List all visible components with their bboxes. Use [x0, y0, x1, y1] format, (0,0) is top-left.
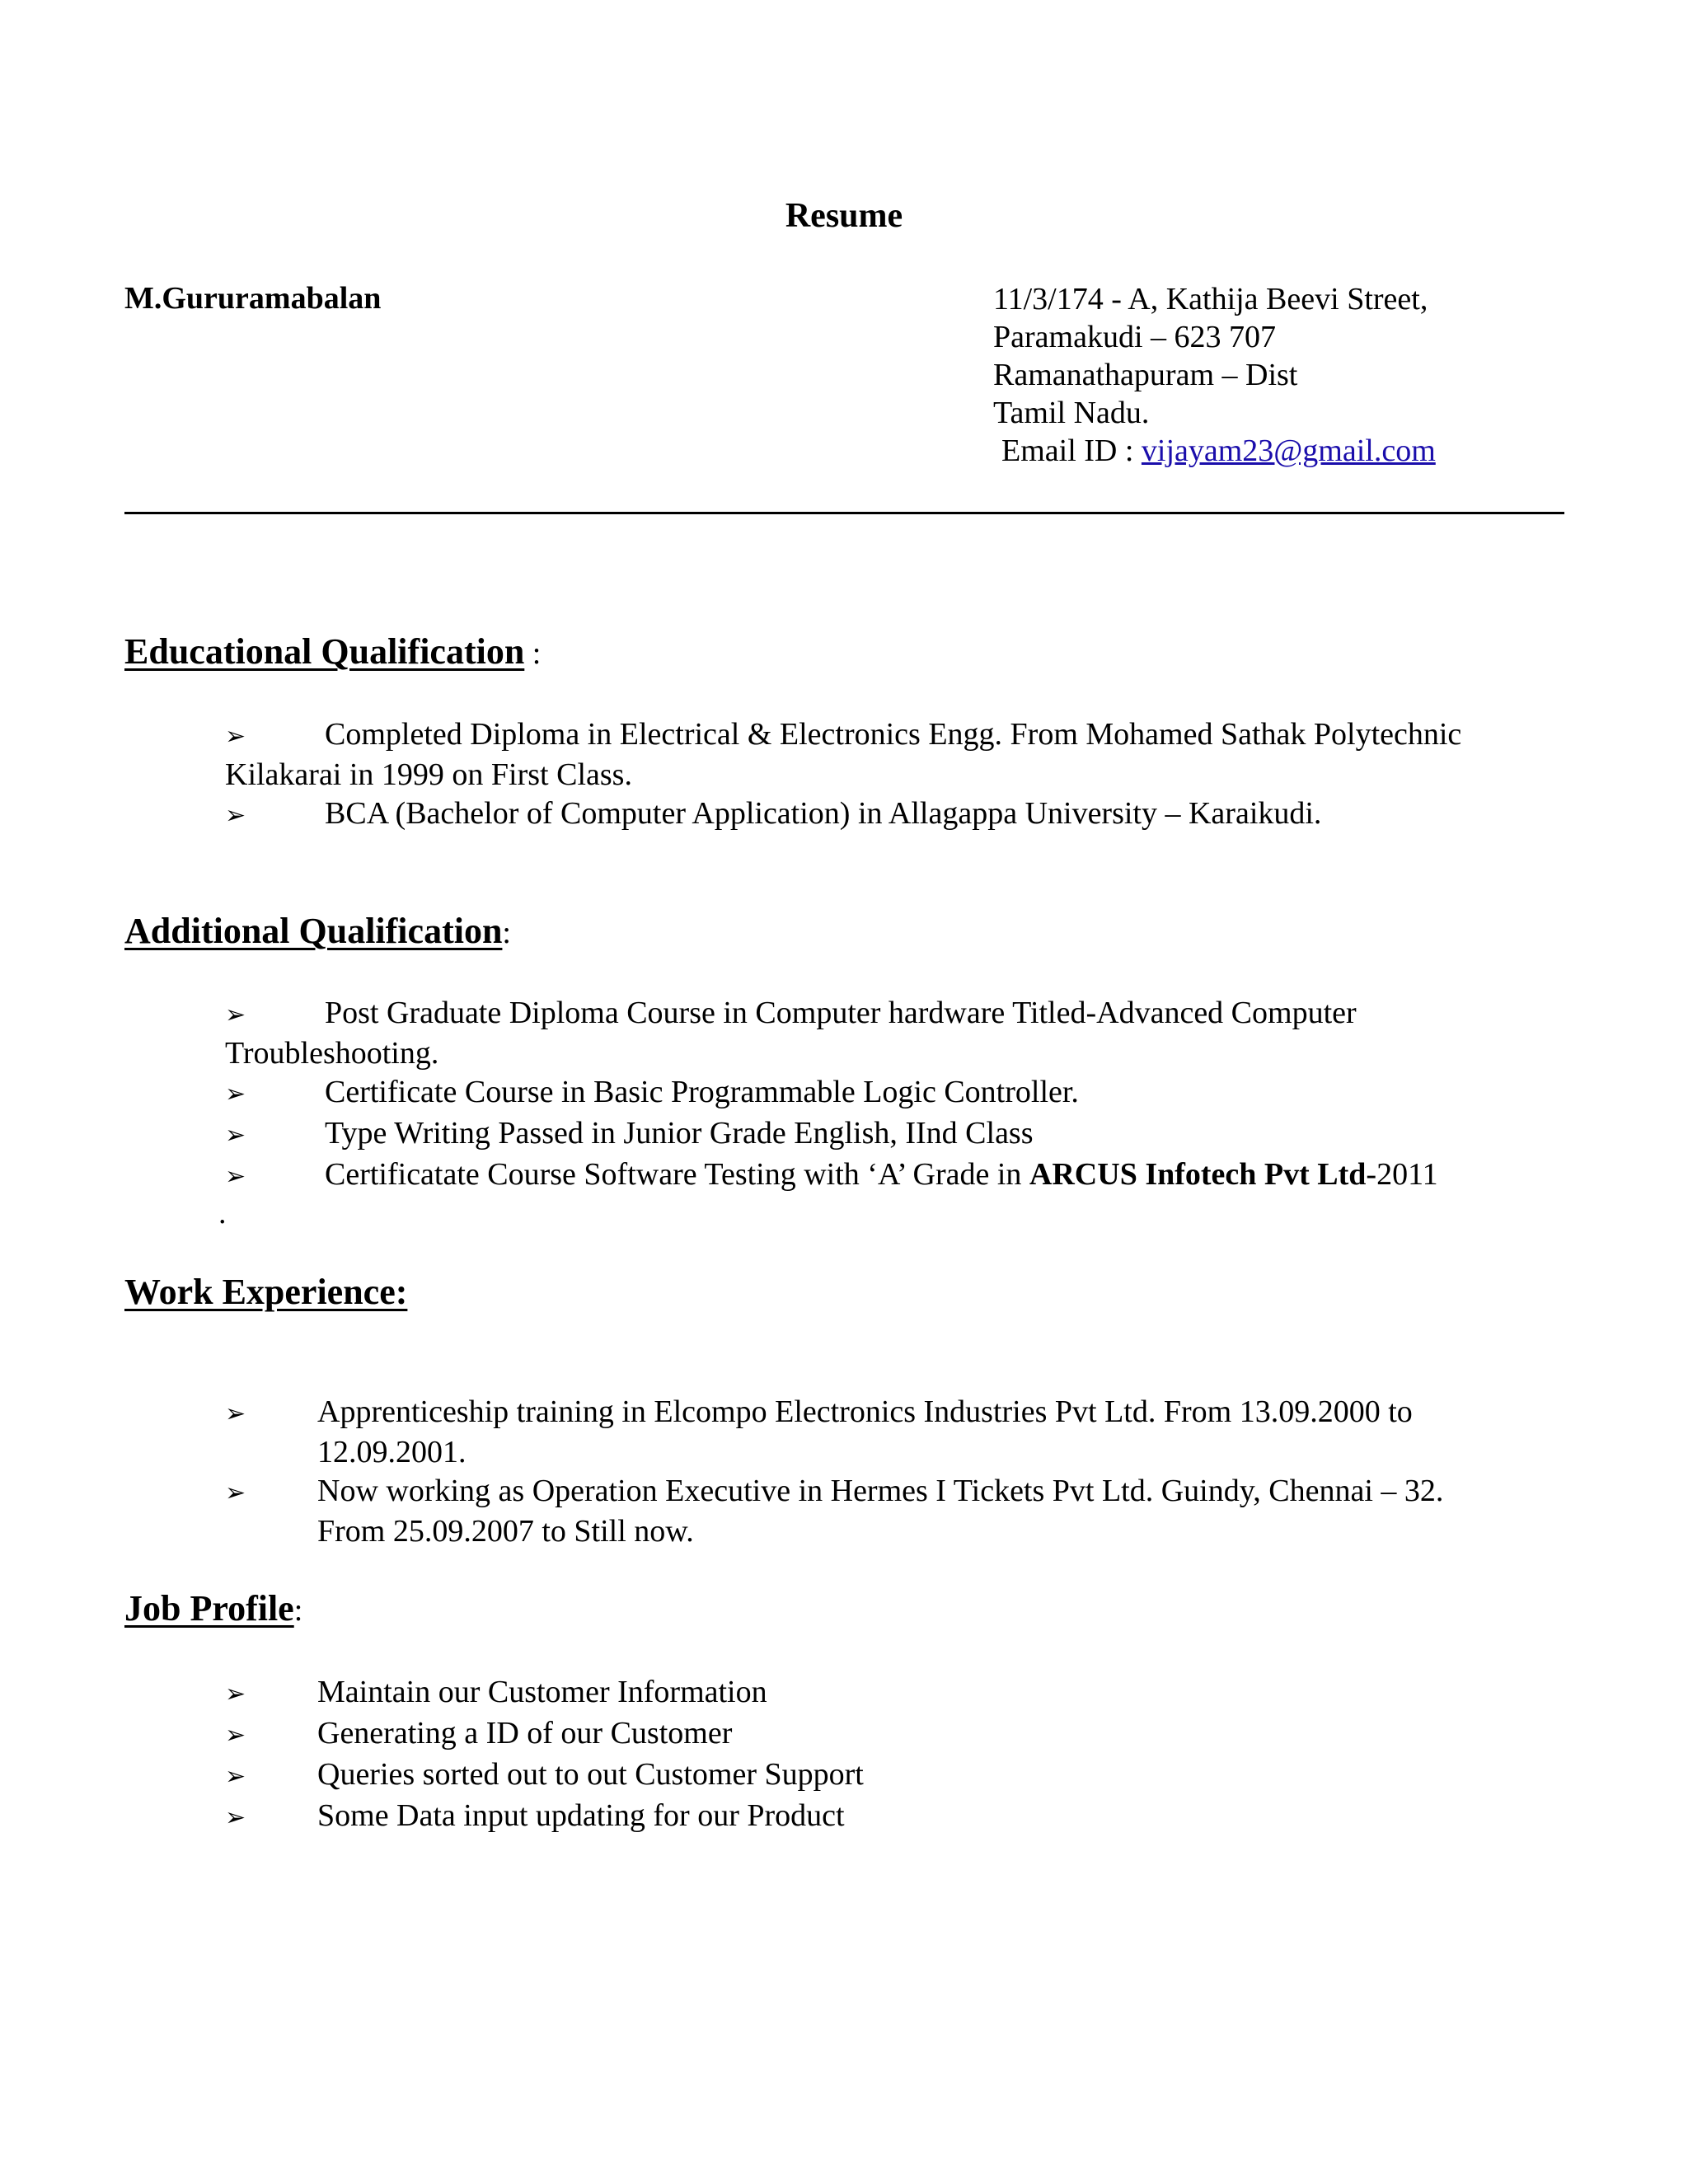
- education-heading-colon: :: [524, 636, 542, 671]
- additional-heading-colon: :: [502, 916, 511, 950]
- address-block: [993, 280, 1436, 470]
- header-divider: [124, 512, 1564, 514]
- additional-item-4: ➢ Certificatate Course Software Testing with ‘A’ Grade in ARCUS Infotech Pvt Ltd-2011: [225, 1155, 1438, 1196]
- additional-heading-text: Additional Qualification: [124, 911, 503, 951]
- work-heading: [124, 1271, 407, 1313]
- job-item-1: ➢ Maintain our Customer Information: [225, 1673, 767, 1713]
- job-heading-colon: :: [293, 1593, 303, 1628]
- job-item-3: ➢ Queries sorted out to out Customer Support: [225, 1755, 864, 1796]
- education-heading-text: Educational Qualification: [124, 631, 525, 672]
- work-item-1: ➢ Apprenticeship training in Elcompo Electronics Industries Pvt Ltd. From 13.09.2000 to 12.09.2001.: [225, 1394, 1413, 1469]
- additional-item-1: ➢ Post Graduate Diploma Course in Computer hardware Titled-Advanced Computer Troubleshooting.: [225, 996, 1357, 1071]
- trailing-dot: .: [218, 1196, 227, 1230]
- job-item-2: ➢ Generating a ID of our Customer: [225, 1714, 732, 1755]
- arrow-bullet-icon: ➢: [225, 1121, 246, 1150]
- candidate-name: M.Gururamabalan: [124, 281, 382, 316]
- work-item-2: ➢ Now working as Operation Executive in Hermes I Tickets Pvt Ltd. Guindy, Chennai – 32. From 25.09.2007 to Still now.: [225, 1474, 1444, 1549]
- job-item-4: ➢ Some Data input updating for our Product: [225, 1797, 845, 1837]
- additional-item-2: ➢ Certificate Course in Basic Programmable Logic Controller.: [225, 1073, 1079, 1113]
- company-name-bold: ARCUS Infotech Pvt Ltd: [1029, 1157, 1367, 1192]
- arrow-bullet-icon: ➢: [225, 1001, 246, 1029]
- email-line: [993, 432, 1436, 470]
- arrow-bullet-icon: ➢: [225, 1399, 246, 1428]
- address-line-2: Paramakudi – 623 707: [993, 320, 1277, 354]
- email-link[interactable]: vijayam23@gmail.com: [1141, 434, 1436, 468]
- arrow-bullet-icon: ➢: [225, 1162, 246, 1191]
- arrow-bullet-icon: ➢: [225, 801, 246, 830]
- job-heading-text: Job Profile: [124, 1588, 294, 1629]
- address-line-4: Tamil Nadu.: [993, 396, 1150, 430]
- education-heading: [124, 630, 541, 673]
- work-heading-text: Work Experience:: [124, 1272, 408, 1312]
- arrow-bullet-icon: ➢: [225, 1803, 246, 1832]
- email-label: Email ID :: [1001, 434, 1142, 468]
- arrow-bullet-icon: ➢: [225, 1680, 246, 1708]
- arrow-bullet-icon: ➢: [225, 722, 246, 751]
- additional-item-3: ➢ Type Writing Passed in Junior Grade English, IInd Class: [225, 1114, 1034, 1155]
- arrow-bullet-icon: ➢: [225, 1762, 246, 1791]
- education-item-1: ➢ Completed Diploma in Electrical & Electronics Engg. From Mohamed Sathak Polytechnic Kilakarai in 1999 on First Class.: [225, 717, 1462, 792]
- job-heading: [124, 1587, 302, 1629]
- education-item-2: ➢ BCA (Bachelor of Computer Application) in Allagappa University – Karaikudi.: [225, 794, 1321, 835]
- arrow-bullet-icon: ➢: [225, 1080, 246, 1108]
- arrow-bullet-icon: ➢: [225, 1721, 246, 1750]
- additional-heading: [124, 910, 511, 952]
- resume-title: Resume: [785, 197, 903, 235]
- arrow-bullet-icon: ➢: [225, 1479, 246, 1507]
- address-line-3: Ramanathapuram – Dist: [993, 358, 1298, 392]
- address-line-1: 11/3/174 - A, Kathija Beevi Street,: [993, 282, 1428, 316]
